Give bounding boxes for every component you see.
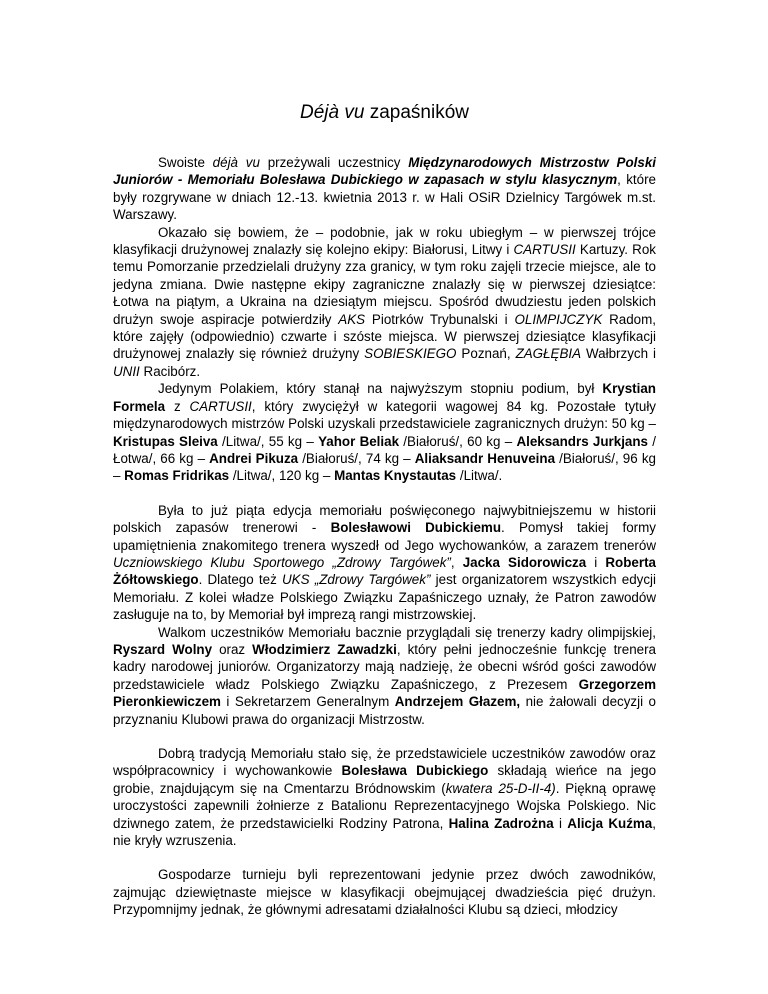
text-run: /Łotwa/, 66 kg – <box>113 433 657 466</box>
text-run: /Litwa/, 120 kg – <box>229 468 335 484</box>
text-run: SOBIESKIEGO <box>364 346 457 362</box>
text-run: i <box>553 815 568 831</box>
text-run: Okazało się bowiem, że – podobnie, jak w roku ubiegłym – w pierwszej trójce klasyfikacji drużynowej znalazły się kolejno ekipy: Białorusi, Litwy i <box>113 224 656 258</box>
text-run: jest organizatorem wszystkich edycji Memoriału. Z kolei władze Polskiego Związku Zapaśniczego uznały, że Patron zawodów zasługuje na to, by Memoriał był imprezą rangi mistrzowskiej. <box>113 572 656 623</box>
paragraph-3 <box>113 380 656 484</box>
text-run: Krystian Formela <box>113 381 656 414</box>
text-run: Poznań, <box>456 346 516 362</box>
text-run: oraz <box>212 641 253 657</box>
text-run: Jacka Sidorowicza <box>462 554 587 570</box>
text-run: Walkom uczestników Memoriału bacznie przyglądali się trenerzy kadry olimpijskiej, <box>158 624 656 640</box>
text-run: UKS „Zdrowy Targówek” <box>282 572 431 588</box>
text-run: ZAGŁĘBIA <box>515 346 582 362</box>
text-run: , który pełni jednocześnie funkcję trenera kadry narodowej juniorów. Organizatorzy mają nadzieję, że obecni wśród gości zawodów przedstawiciele władz Polskiego Związku Zapaśniczego, z Prezesem <box>113 641 656 692</box>
text-run: /Białoruś/, 60 kg – <box>399 433 517 449</box>
text-run: Jedynym Polakiem, który stanął na najwyższym stopniu podium, był <box>158 381 603 397</box>
text-run: Gospodarze turnieju byli reprezentowani jedynie przez dwóch zawodników, zajmując dziewiętnaste miejsce w klasyfikacji obejmującej dwadzieścia pięć drużyn. Przypomnijmy jednak, że głównymi adresatami działalności Klubu są dzieci, młodzicy <box>113 867 656 918</box>
text-run: UNII <box>113 363 140 379</box>
paragraph-5 <box>113 624 656 728</box>
document-page <box>113 0 656 919</box>
text-run: , który zwyciężył w kategorii wagowej 84 kg. Pozostałe tytuły międzynarodowych mistrzów Polski uzyskali przedstawiciele zagranicznych drużyn: 50 kg – <box>113 398 656 432</box>
text-run: Kristupas Sleiva <box>113 433 218 449</box>
text-run: OLIMPIJCZYK <box>514 311 603 327</box>
text-run: Yahor Beliak <box>318 433 400 449</box>
text-run: i <box>586 554 606 570</box>
text-run: przeżywali uczestnicy <box>259 155 409 170</box>
text-run: Wałbrzych i <box>581 346 657 362</box>
text-run: Roberta Żółtowskiego <box>113 554 656 588</box>
text-run: Była to już piąta edycja memoriału poświęconego najwybitniejszemu w historii polskich zapasów trenerowi - <box>113 502 656 536</box>
text-run: z <box>165 398 190 414</box>
text-run: CARTUSII <box>189 398 252 414</box>
text-run: Aleksandrs Jurkjans <box>516 433 649 449</box>
text-run: Kartuzy. Rok temu Pomorzanie przedzielali drużyny zza granicy, w tym roku zajęli trzecie miejsce, ale to jedyna zmiana. Dwie następne ekipy zagraniczne znalazły się w pierwszej dziesiątce: Łotwa na piątym, a Ukraina na dziesiątym miejscu. Spośród dwudziestu jeden polskich drużyn swoje aspiracje potwierdziły <box>113 242 656 327</box>
text-run: déjà vu <box>212 155 260 170</box>
text-run: Piotrków Trybunalski i <box>365 311 515 327</box>
text-run: Racibórz. <box>139 363 201 379</box>
text-run: /Białoruś/, 74 kg – <box>298 450 415 466</box>
text-run: Andrei Pikuza <box>209 450 299 466</box>
text-run: Międzynarodowych Mistrzostw Polski Juniorów - Memoriału Bolesława Dubickiego w zapasach w stylu klasycznym <box>113 155 657 188</box>
document-title: Déjà vu zapaśników <box>300 102 469 123</box>
text-run: składają wieńce na jego grobie, znajdującym się na Cmentarzu Bródnowskim ( <box>113 763 657 796</box>
text-run: Mantas Knystautas <box>334 468 457 484</box>
text-run: Bolesława Dubickiego <box>341 763 489 779</box>
text-run: Swoiste <box>158 155 213 170</box>
text-run: , które były rozgrywane w dniach 12.-13. kwietnia 2013 r. w Hali OSiR Dzielnicy Targówek m.st. Warszawy. <box>113 172 656 223</box>
text-run: i Sekretarzem Generalnym <box>220 694 395 710</box>
text-run: . Dlatego też <box>198 572 283 588</box>
text-run: Halina Zadrożna <box>448 815 554 831</box>
text-run: Romas Fridrikas <box>124 468 230 484</box>
text-run: /Białoruś/, 96 kg – <box>113 450 656 484</box>
text-run: Dobrą tradycją Memoriału stało się, że przedstawiciele uczestników zawodów oraz współpracownicy i wychowankowie <box>113 746 656 779</box>
text-run: kwatera 25-D-II-4) <box>445 780 556 796</box>
text-run: Andrzejem Głazem, <box>394 694 521 710</box>
paragraph-1 <box>113 154 656 224</box>
text-run: . Piękną oprawę uroczystości zapewnili żołnierze z Batalionu Reprezentacyjnego Wojska Polskiego. Nic dziwnego zatem, że przedstawicielki Rodziny Patrona, <box>113 780 656 831</box>
text-run: Włodzimierz Zawadzki <box>252 641 397 657</box>
text-run: Radom, które zajęły (odpowiednio) czwarte i szóste miejsca. W pierwszej dziesiątce klasyfikacji drużynowej znalazły się również drużyny <box>113 311 656 362</box>
text-run: /Litwa/, 55 kg – <box>217 433 319 449</box>
text-run: Bolesławowi Dubickiemu <box>330 520 502 536</box>
paragraph-2 <box>113 224 656 381</box>
text-run: Ryszard Wolny <box>113 641 213 657</box>
paragraph-6 <box>113 745 656 849</box>
text-run: AKS <box>338 311 366 327</box>
text-run: Aliaksandr Henuveina <box>414 450 556 466</box>
text-run: Uczniowskiego Klubu Sportowego „Zdrowy Targówek” <box>113 554 451 570</box>
text-run: , <box>450 554 463 570</box>
text-run: , nie kryły wzruszenia. <box>113 815 656 849</box>
text-run: nie żałowali decyzji o przyznaniu Klubowi prawa do organizacji Mistrzostw. <box>113 694 657 727</box>
text-run: CARTUSII <box>513 242 576 258</box>
text-run: Grzegorzem Pieronkiewiczem <box>113 676 656 710</box>
text-run: /Litwa/. <box>456 468 503 484</box>
text-run: Alicja Kuźma <box>567 815 653 831</box>
text-run: . Pomysł takiej formy upamiętnienia znakomitego trenera wyszedł od Jego wychowanków, a zarazem trenerów <box>113 520 656 553</box>
paragraph-4 <box>113 502 656 624</box>
paragraph-7 <box>113 866 656 918</box>
